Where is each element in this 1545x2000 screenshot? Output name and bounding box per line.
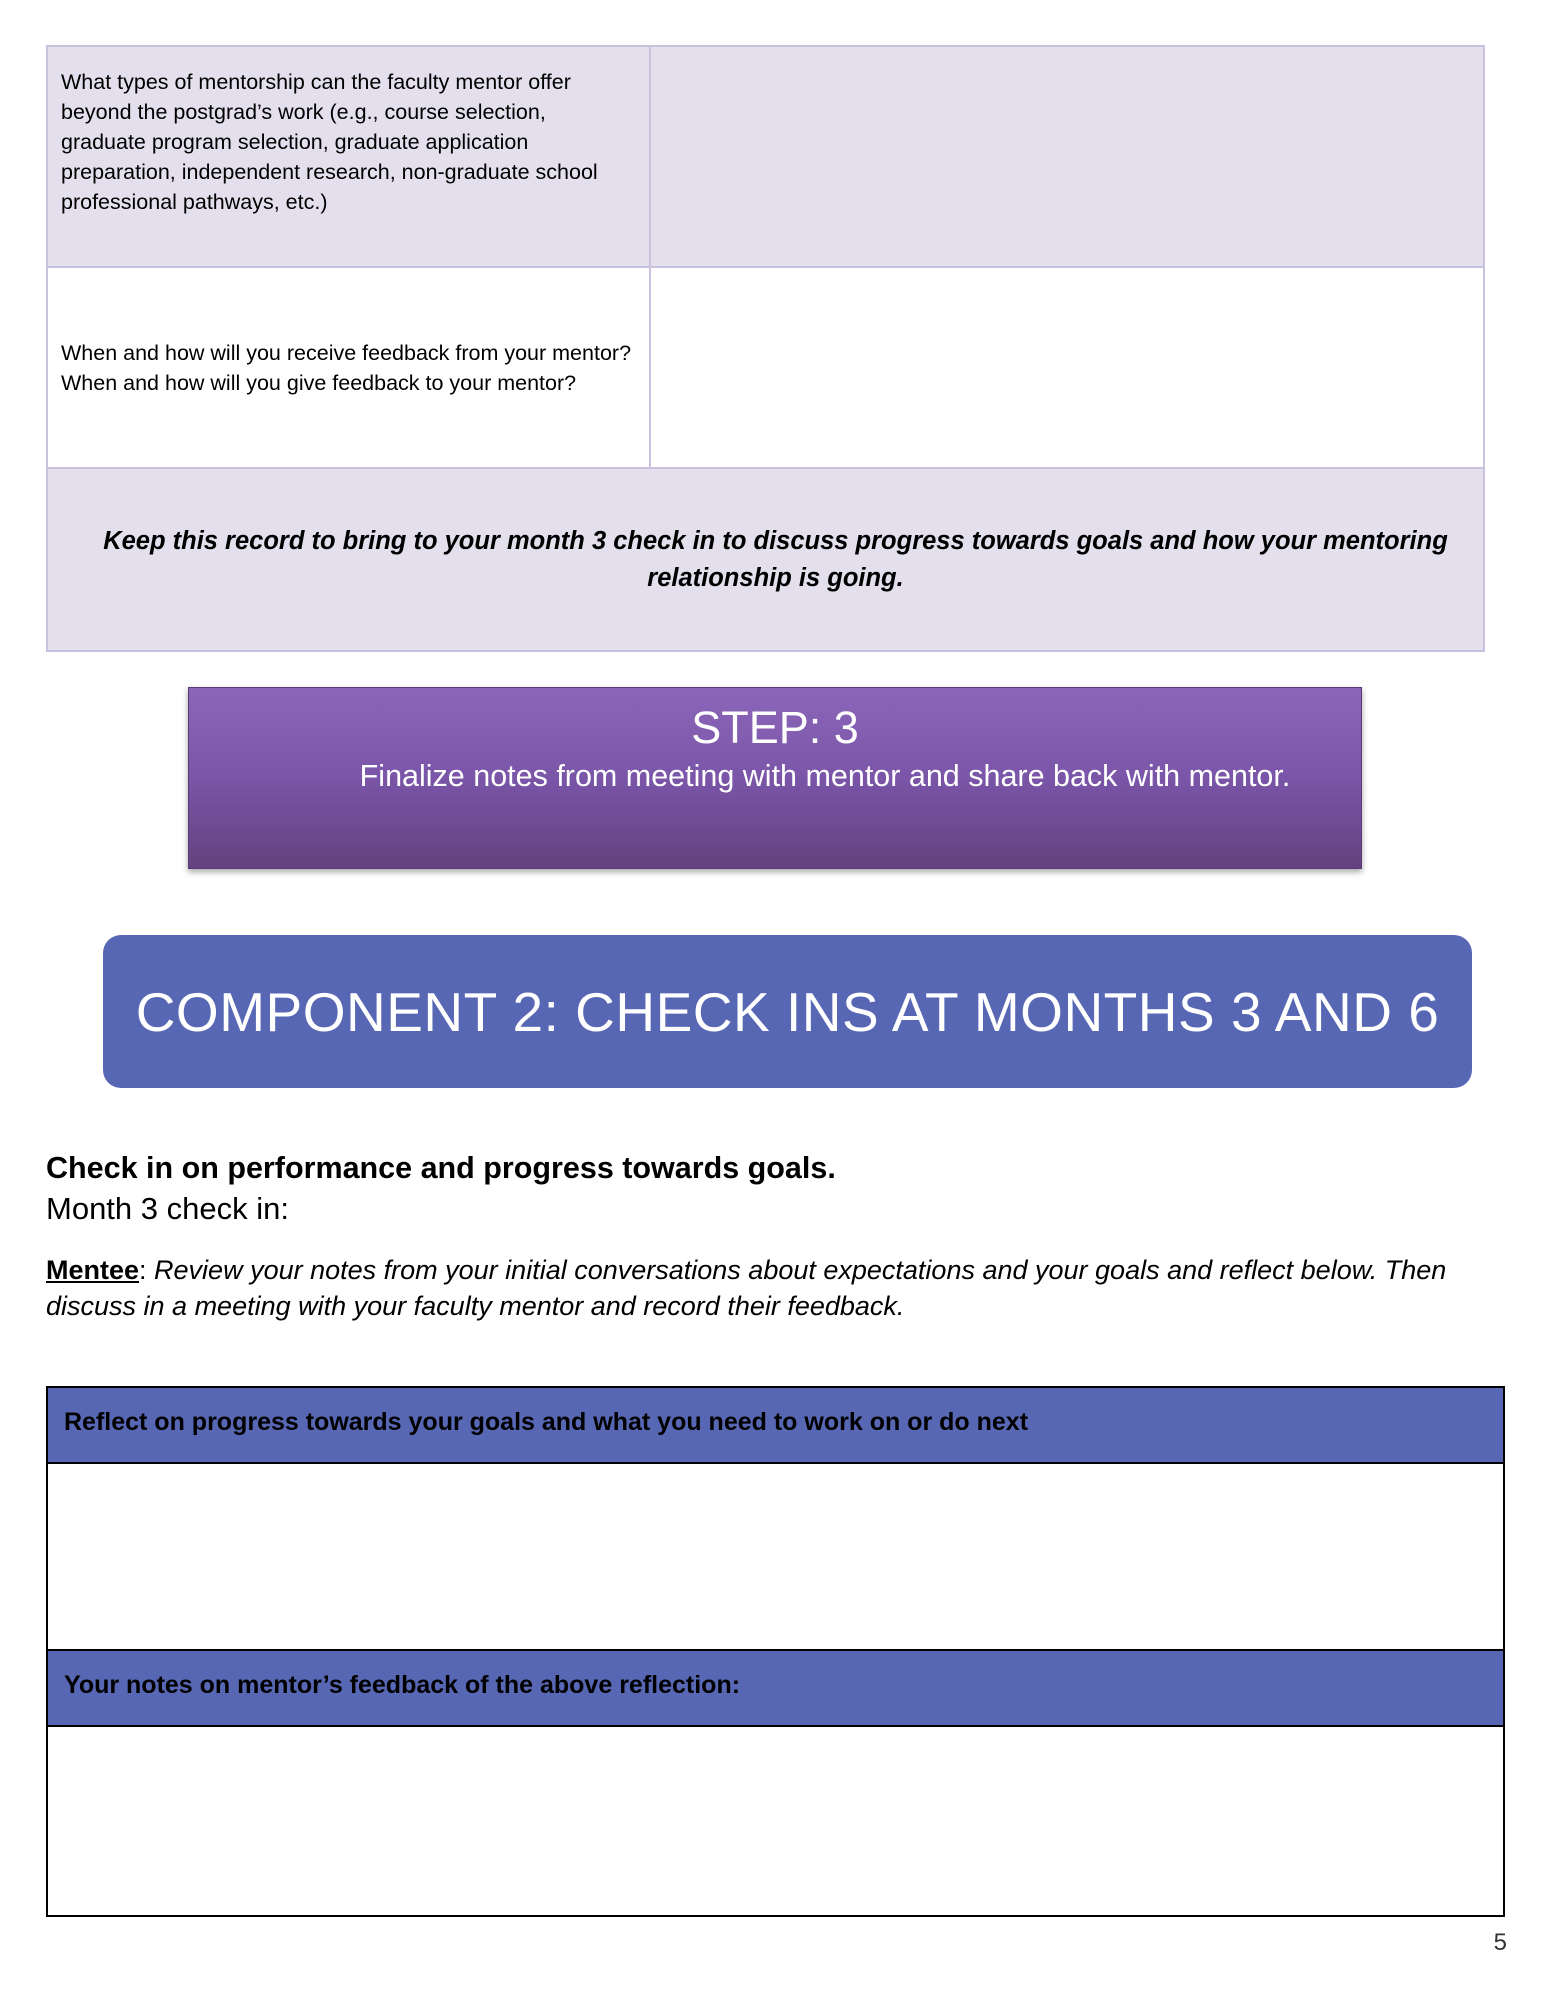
component-banner [103, 935, 1472, 1088]
answer-cell[interactable] [650, 46, 1484, 267]
mentee-instructions [46, 1252, 1506, 1324]
question-cell: What types of mentorship can the faculty mentor offer beyond the postgrad’s work (e.g., course selection, graduate program selection, graduate application preparation, independent research, non-graduate school professional pathways, etc.) [47, 46, 650, 267]
reflect-field[interactable] [48, 1464, 1503, 1651]
answer-cell[interactable] [650, 267, 1484, 468]
step-banner [188, 687, 1362, 869]
step-subtitle: Finalize notes from meeting with mentor and share back with mentor. [359, 759, 1291, 793]
mentee-instructions-text: Review your notes from your initial conversations about expectations and your goals and reflect below. Then discuss in a meeting with your faculty mentor and record their feedback. [46, 1255, 1447, 1321]
component-title: COMPONENT 2: CHECK INS AT MONTHS 3 AND 6 [135, 980, 1440, 1043]
step-title: STEP: 3 [691, 702, 859, 753]
reflect-header: Reflect on progress towards your goals and what you need to work on or do next [48, 1388, 1503, 1464]
month-label: Month 3 check in: [46, 1191, 289, 1226]
page-number: 5 [1493, 1929, 1507, 1956]
record-note: Keep this record to bring to your month 3 check in to discuss progress towards goals and how your mentoring relationship is going. [47, 468, 1484, 651]
mentee-label: Mentee [46, 1255, 140, 1285]
feedback-header: Your notes on mentor’s feedback of the above reflection: [48, 1651, 1503, 1727]
reflection-table [46, 1386, 1505, 1917]
table-row [47, 468, 1484, 651]
mentee-separator: : [139, 1255, 155, 1285]
question-cell: When and how will you receive feedback from your mentor? When and how will you give feedback to your mentor? [47, 267, 650, 468]
mentorship-questions-table [46, 45, 1485, 652]
check-in-heading: Check in on performance and progress towards goals. [46, 1151, 836, 1185]
table-row [47, 46, 1484, 267]
feedback-field[interactable] [48, 1727, 1503, 1915]
table-row [47, 267, 1484, 468]
